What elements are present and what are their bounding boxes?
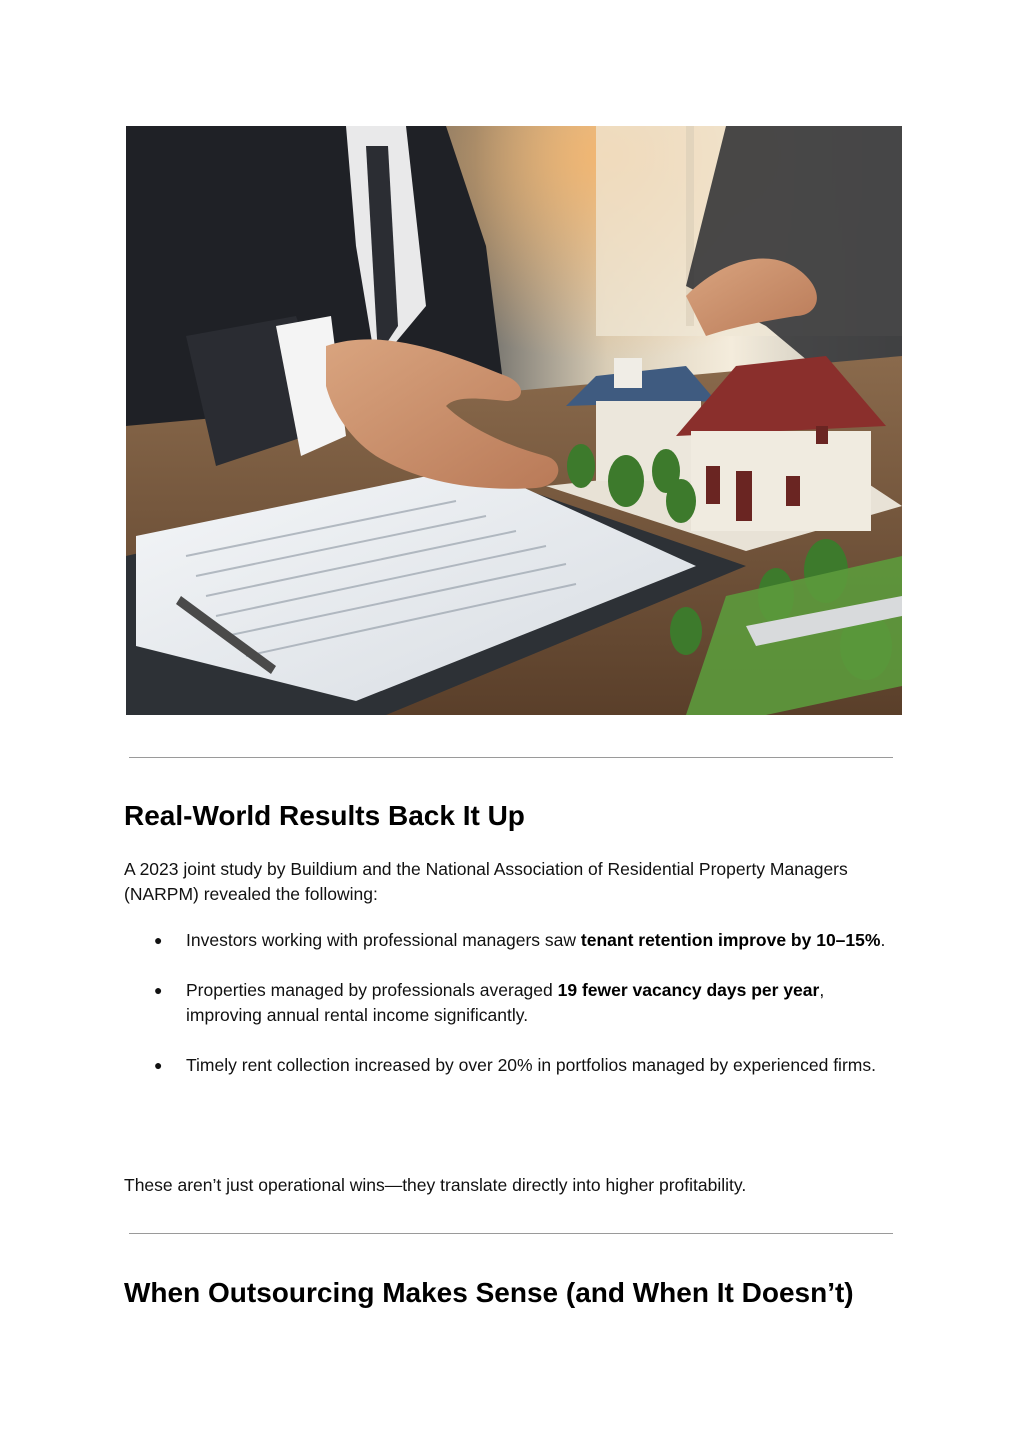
list-item-text: . xyxy=(880,930,886,950)
section-heading: When Outsourcing Makes Sense (and When It Doesn’t) xyxy=(124,1277,854,1308)
closing-paragraph: These aren’t just operational wins—they translate directly into higher profitability. xyxy=(124,1175,747,1195)
bullet-icon: ● xyxy=(154,1057,163,1073)
property-handshake-photo-icon xyxy=(126,126,902,715)
results-list xyxy=(154,928,894,1103)
list-item xyxy=(154,978,894,1028)
bullet-icon: ● xyxy=(154,982,163,998)
list-item-text: , improving annual rental income significantly. xyxy=(186,980,825,1025)
list-item xyxy=(154,1053,894,1078)
section-heading: Real-World Results Back It Up xyxy=(124,800,525,831)
hero-photo xyxy=(126,126,902,715)
list-item xyxy=(154,928,894,953)
list-item-text: Timely rent collection increased by over 20% in portfolios managed by experienced firms. xyxy=(186,1055,876,1075)
list-item-text: Properties managed by professionals averaged xyxy=(186,980,558,1000)
divider xyxy=(129,1233,893,1234)
divider xyxy=(129,757,893,758)
list-item-text: Investors working with professional managers saw xyxy=(186,930,581,950)
bullet-icon: ● xyxy=(154,932,163,948)
list-item-highlight: tenant retention improve by 10–15% xyxy=(580,930,881,950)
intro-paragraph: A 2023 joint study by Buildium and the National Association of Residential Property Managers (NARPM) revealed the following: xyxy=(124,859,848,904)
list-item-highlight: 19 fewer vacancy days per year xyxy=(557,980,820,1000)
